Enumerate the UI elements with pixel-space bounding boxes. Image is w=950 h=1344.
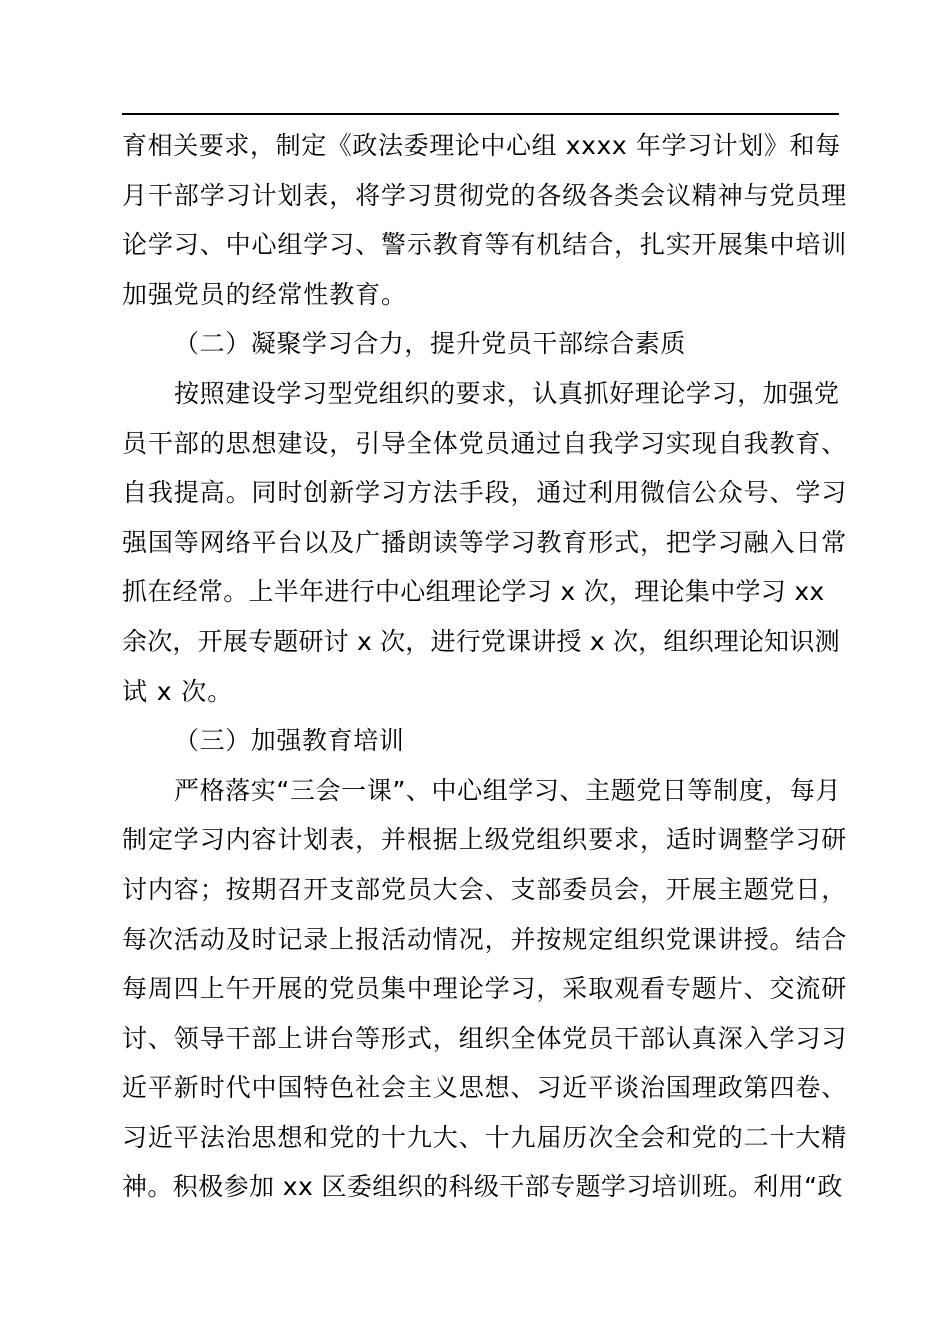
paragraph-line: 严格落实“三会一课”、中心组学习、主题党日等制度，每月 [174, 775, 842, 805]
paragraph-line: 加强党员的经常性教育。 [122, 279, 407, 309]
paragraph-line: 抓在经常。上半年进行中心组理论学习 x 次，理论集中学习 xx [122, 577, 825, 607]
section-heading: （二）凝聚学习合力，提升党员干部综合素质 [174, 329, 687, 359]
paragraph-line: 试 x 次。 [122, 676, 234, 706]
paragraph-line: 员干部的思想建设，引导全体党员通过自我学习实现自我教育、 [122, 428, 848, 458]
paragraph-line: 神。积极参加 xx 区委组织的科级干部专题学习培训班。利用“政 [122, 1172, 843, 1202]
paragraph-line: 按照建设学习型党组织的要求，认真抓好理论学习，加强党 [174, 378, 840, 408]
paragraph-line: 论学习、中心组学习、警示教育等有机结合，扎实开展集中培训 [122, 230, 848, 260]
paragraph-line: 强国等网络平台以及广播朗读等学习教育形式，把学习融入日常 [122, 527, 848, 557]
paragraph-line: 讨内容；按期召开支部党员大会、支部委员会，开展主题党日， [122, 874, 848, 904]
paragraph-line: 自我提高。同时创新学习方法手段，通过利用微信公众号、学习 [122, 478, 848, 508]
section-heading: （三）加强教育培训 [174, 726, 405, 756]
paragraph-line: 育相关要求，制定《政法委理论中心组 xxxx 年学习计划》和每 [122, 131, 841, 160]
paragraph-line: 讨、领导干部上讲台等形式，组织全体党员干部认真深入学习习 [122, 1023, 848, 1053]
paragraph-line: 月干部学习计划表，将学习贯彻党的各级各类会议精神与党员理 [122, 180, 848, 210]
paragraph-line: 习近平法治思想和党的十九大、十九届历次全会和党的二十大精 [122, 1122, 848, 1152]
paragraph-line: 近平新时代中国特色社会主义思想、习近平谈治国理政第四卷、 [122, 1073, 848, 1103]
paragraph-line: 每周四上午开展的党员集中理论学习，采取观看专题片、交流研 [122, 974, 848, 1004]
document-body [122, 121, 848, 1212]
paragraph-line: 余次，开展专题研讨 x 次，进行党课讲授 x 次，组织理论知识测 [122, 626, 840, 656]
paragraph-line: 每次活动及时记录上报活动情况，并按规定组织党课讲授。结合 [122, 924, 848, 954]
header-rule [122, 113, 839, 115]
paragraph-line: 制定学习内容计划表，并根据上级党组织要求，适时调整学习研 [122, 825, 848, 855]
